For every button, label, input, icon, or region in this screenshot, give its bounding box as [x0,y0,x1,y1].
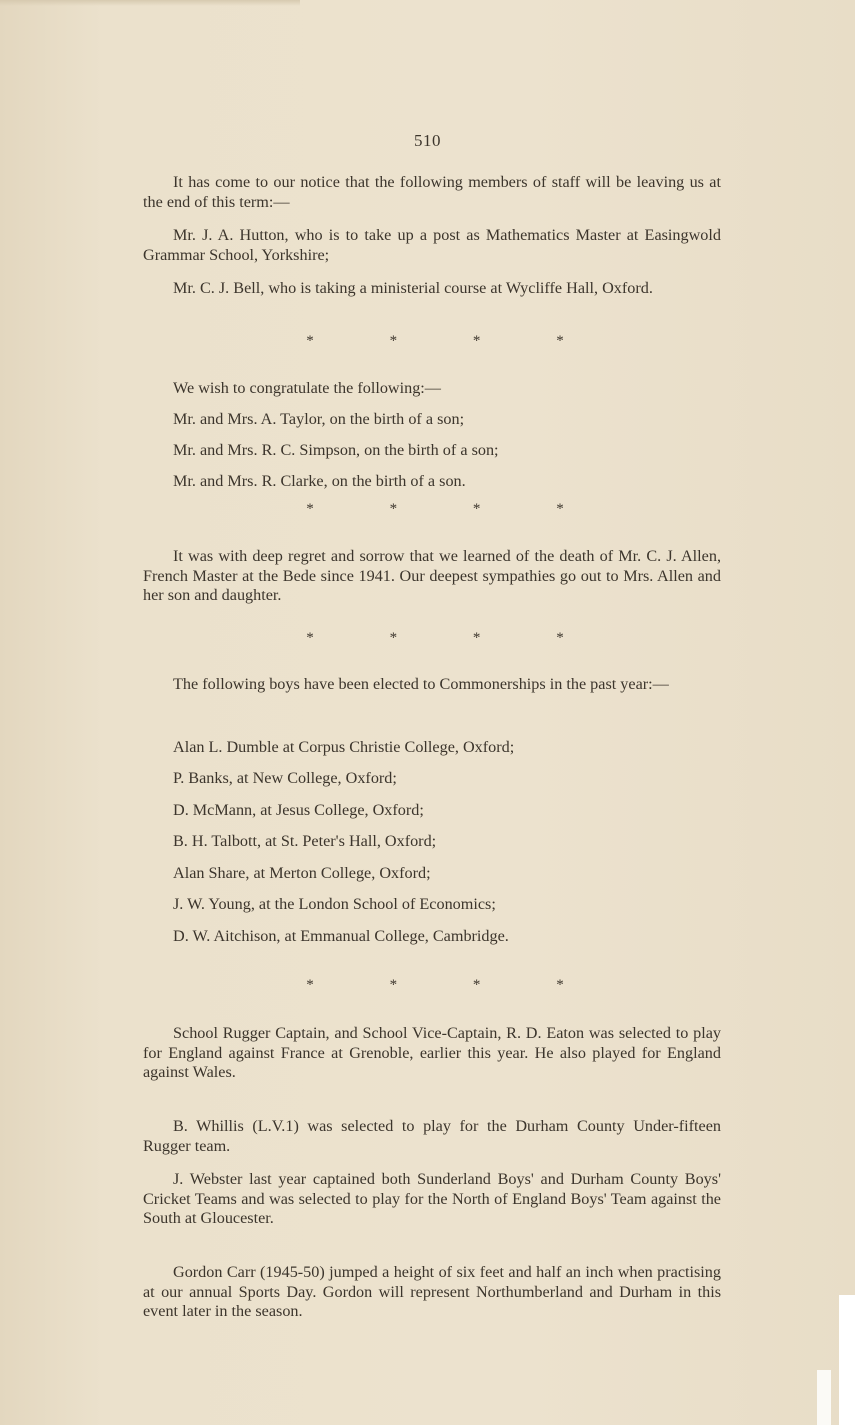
gordon-carr-paragraph: Gordon Carr (1945-50) jumped a height of six feet and half an inch when practising at our annual Sports Day. Gordon will represent Northumberland and Durham in this event later in the season. [143,1263,721,1320]
scan-edge-highlight [839,1295,855,1425]
staff-leaving-hutton: Mr. J. A. Hutton, who is to take up a post as Mathematics Master at Easingwold Grammar School, Yorkshire; [143,226,721,264]
separator-star: * [389,333,398,349]
staff-leaving-intro: It has come to our notice that the following members of staff will be leaving us at the end of this term:— [143,173,721,211]
separator-star: * [472,630,481,646]
commonership-item: B. H. Talbott, at St. Peter's Hall, Oxford; [173,832,437,850]
separator-star: * [556,501,564,517]
whillis-paragraph: B. Whillis (L.V.1) was selected to play for the Durham County Under-fifteen Rugger team. [143,1117,721,1155]
congratulations-item: Mr. and Mrs. A. Taylor, on the birth of a son; [173,410,465,428]
top-edge-shadow [0,0,300,6]
separator-star: * [389,501,398,517]
section-separator [305,502,565,517]
separator-star: * [306,977,314,993]
congratulations-intro: We wish to congratulate the following:— [173,379,441,397]
section-separator [305,334,565,349]
congratulations-item: Mr. and Mrs. R. C. Simpson, on the birth of a son; [173,441,499,459]
separator-star: * [556,977,564,993]
separator-star: * [389,977,398,993]
rugger-captain-paragraph: School Rugger Captain, and School Vice-Captain, R. D. Eaton was selected to play for England against France at Grenoble, earlier this year. He also played for England against Wales. [143,1024,721,1081]
commonership-item: J. W. Young, at the London School of Economics; [173,895,496,913]
separator-star: * [472,333,481,349]
separator-star: * [556,333,564,349]
commonership-item: D. W. Aitchison, at Emmanual College, Cambridge. [173,927,509,945]
separator-star: * [306,630,314,646]
separator-star: * [306,333,314,349]
section-separator [305,631,565,646]
commonership-item: Alan Share, at Merton College, Oxford; [173,864,431,882]
section-separator [305,978,565,993]
separator-star: * [389,630,398,646]
commonerships-intro: The following boys have been elected to Commonerships in the past year:— [173,675,669,693]
obituary-paragraph: It was with deep regret and sorrow that we learned of the death of Mr. C. J. Allen, French Master at the Bede since 1941. Our deepest sympathies go out to Mrs. Allen and her son and daughter. [143,547,721,604]
congratulations-item: Mr. and Mrs. R. Clarke, on the birth of a son. [173,472,466,490]
page-number: 510 [414,131,441,150]
separator-star: * [472,977,481,993]
webster-paragraph: J. Webster last year captained both Sunderland Boys' and Durham County Boys' Cricket Teams and was selected to play for the North of England Boys' Team against the South at Gloucester. [143,1170,721,1227]
commonership-item: D. McMann, at Jesus College, Oxford; [173,801,424,819]
commonership-item: Alan L. Dumble at Corpus Christie College, Oxford; [173,738,515,756]
separator-star: * [556,630,564,646]
commonership-item: P. Banks, at New College, Oxford; [173,769,397,787]
separator-star: * [472,501,481,517]
staff-leaving-bell: Mr. C. J. Bell, who is taking a ministerial course at Wycliffe Hall, Oxford. [173,279,653,297]
separator-star: * [306,501,314,517]
scan-edge-highlight [817,1370,831,1425]
